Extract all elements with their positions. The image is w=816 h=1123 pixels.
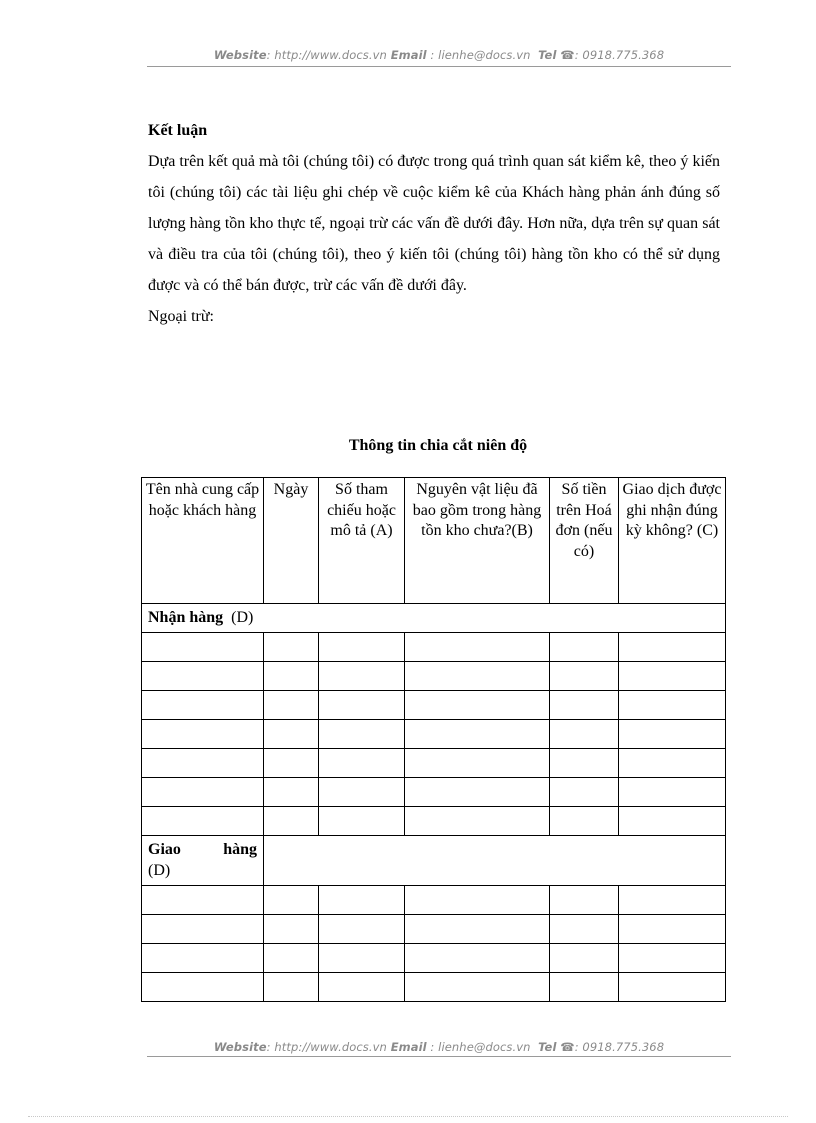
receiving-section-row	[142, 604, 726, 633]
header-email-value: : lienhe@docs.vn	[426, 48, 531, 62]
delivery-suffix: (D)	[148, 862, 171, 879]
header-website-value: : http://www.docs.vn	[266, 48, 387, 62]
table-row	[142, 886, 726, 915]
telephone-icon: ☎	[560, 1040, 575, 1054]
header-tel-value: : 0918.775.368	[574, 48, 665, 62]
page-header	[147, 48, 731, 62]
page-edge-divider	[28, 1116, 788, 1117]
table-title: Thông tin chia cắt niên độ	[348, 437, 528, 454]
column-header: Số tiền trên Hoá đơn (nếu có)	[550, 478, 619, 604]
footer-tel-label: Tel	[538, 1040, 557, 1054]
header-email-label: Email	[390, 48, 427, 62]
cutoff-table	[141, 477, 726, 1002]
exception-label: Ngoại trừ:	[148, 308, 214, 325]
column-header: Ngày	[264, 478, 319, 604]
receiving-label: Nhận hàng	[148, 609, 224, 626]
column-header: Tên nhà cung cấp hoặc khách hàng	[142, 478, 264, 604]
table-header-row	[142, 478, 726, 604]
delivery-label-left: Giao	[148, 841, 181, 858]
table-row	[142, 915, 726, 944]
delivery-section-label	[142, 836, 264, 886]
footer-rule	[147, 1056, 731, 1057]
footer-website-value: : http://www.docs.vn	[266, 1040, 387, 1054]
header-tel-label: Tel	[538, 48, 557, 62]
document-body	[148, 115, 720, 332]
table-row	[142, 778, 726, 807]
receiving-suffix: (D)	[231, 609, 254, 626]
footer-tel-value: : 0918.775.368	[574, 1040, 665, 1054]
header-website-label: Website	[213, 48, 267, 62]
footer-website-label: Website	[213, 1040, 267, 1054]
receiving-section-label	[142, 604, 726, 633]
conclusion-paragraph: Dựa trên kết quả mà tôi (chúng tôi) có được trong quá trình quan sát kiểm kê, theo ý kiến tôi (chúng tôi) các tài liệu ghi chép về cuộc kiểm kê của Khách hàng phản ánh đúng số lượng hàng tồn kho thực tế, ngoại trừ các vấn đề dưới đây. Hơn nữa, dựa trên sự quan sát và điều tra của tôi (chúng tôi), theo ý kiến tôi (chúng tôi) hàng tồn kho có thể sử dụng được và có thể bán được, trừ các vấn đề dưới đây.	[148, 153, 720, 294]
table-row	[142, 973, 726, 1002]
table-row	[142, 720, 726, 749]
telephone-icon: ☎	[560, 48, 575, 62]
header-rule	[147, 66, 731, 67]
column-header: Nguyên vật liệu đã bao gồm trong hàng tồn kho chưa?(B)	[405, 478, 550, 604]
table-row	[142, 662, 726, 691]
table-row	[142, 749, 726, 778]
delivery-label-right: hàng	[223, 841, 257, 858]
table-row	[142, 633, 726, 662]
page-footer	[147, 1040, 731, 1054]
section-heading: Kết luận	[148, 122, 208, 139]
table-row	[142, 691, 726, 720]
table-row	[142, 944, 726, 973]
footer-email-value: : lienhe@docs.vn	[426, 1040, 531, 1054]
delivery-section-row	[142, 836, 726, 886]
footer-email-label: Email	[390, 1040, 427, 1054]
table-row	[142, 807, 726, 836]
column-header: Giao dịch được ghi nhận đúng kỳ không? (C)	[619, 478, 726, 604]
column-header: Số tham chiếu hoặc mô tả (A)	[319, 478, 405, 604]
